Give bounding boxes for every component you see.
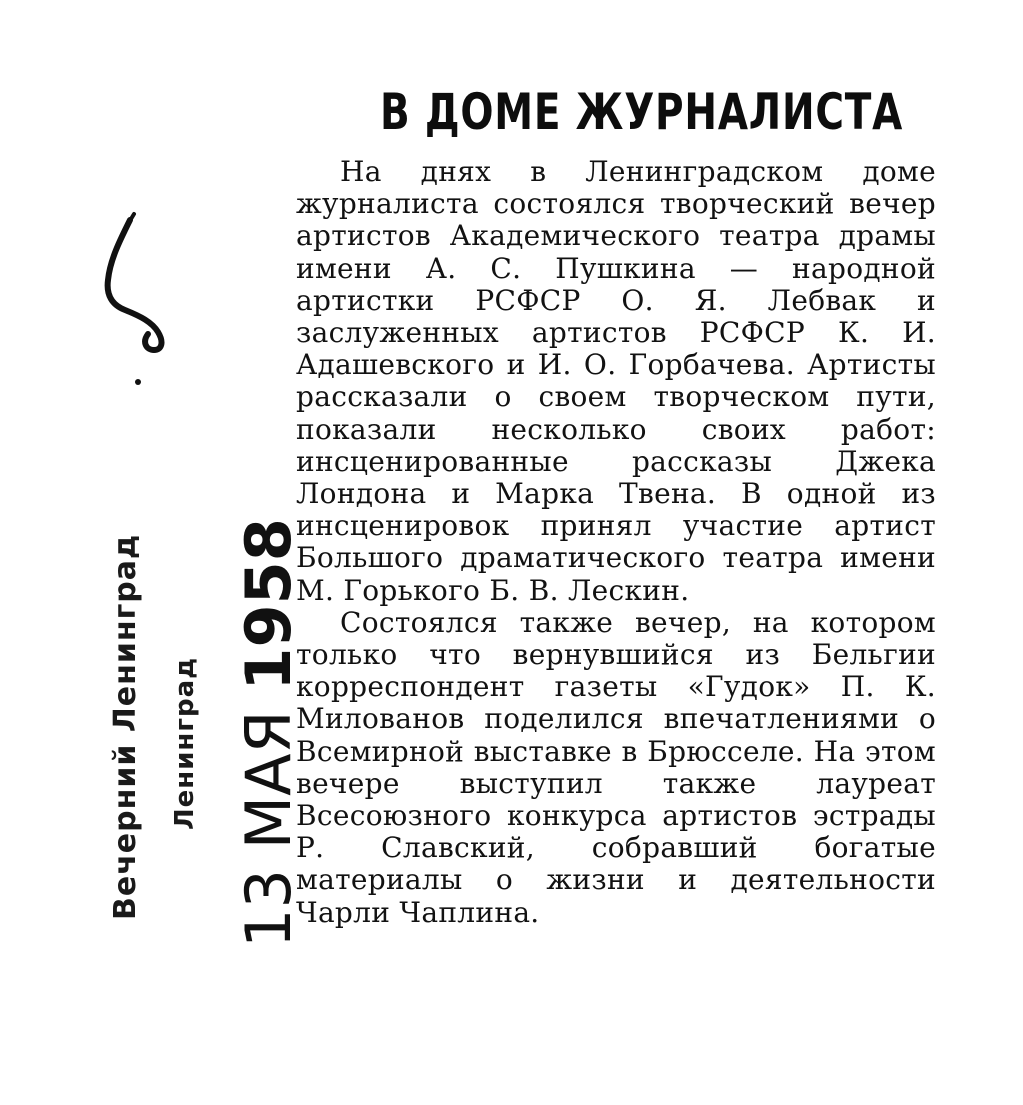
stamp-date — [232, 518, 305, 948]
article-body — [296, 156, 936, 929]
article-paragraph-1: На днях в Ленинградском доме журналиста состоялся творческий вечер артистов Академического театра драмы имени А. С. Пушкина — народной артистки РСФСР О. Я. Лебвак и заслуженных артистов РСФСР К. И. Адашевского и И. О. Горбачева. Артисты рассказали о своем творческом пути, показали несколько своих работ: инсценированные рассказы Джека Лондона и Марка Твена. В одной из инсценировок принял участие артист Большого драматического театра имени М. Горького Б. В. Лескин. — [296, 155, 936, 607]
article-paragraph-2: Состоялся также вечер, на котором только что вернувшийся из Бельгии корреспондент газеты «Гудок» П. К. Милованов поделился впечатлениями о Всемирной выставке в Брюсселе. На этом вечере выступил также лауреат Всесоюзного конкурса артистов эстрады Р. Славский, собравший богатые материалы о жизни и деятельности Чарли Чаплина. — [296, 605, 936, 929]
stamp-date-day-month: 13 МАЯ — [232, 710, 305, 948]
stamp-date-year: 1958 — [232, 518, 305, 691]
stamp-city: Ленинград — [170, 656, 200, 830]
article-headline: В ДОМЕ ЖУРНАЛИСТА — [380, 83, 904, 141]
stamp-source-name: Вечерний Ленинград — [108, 533, 143, 920]
handwritten-mark-icon — [90, 210, 210, 410]
